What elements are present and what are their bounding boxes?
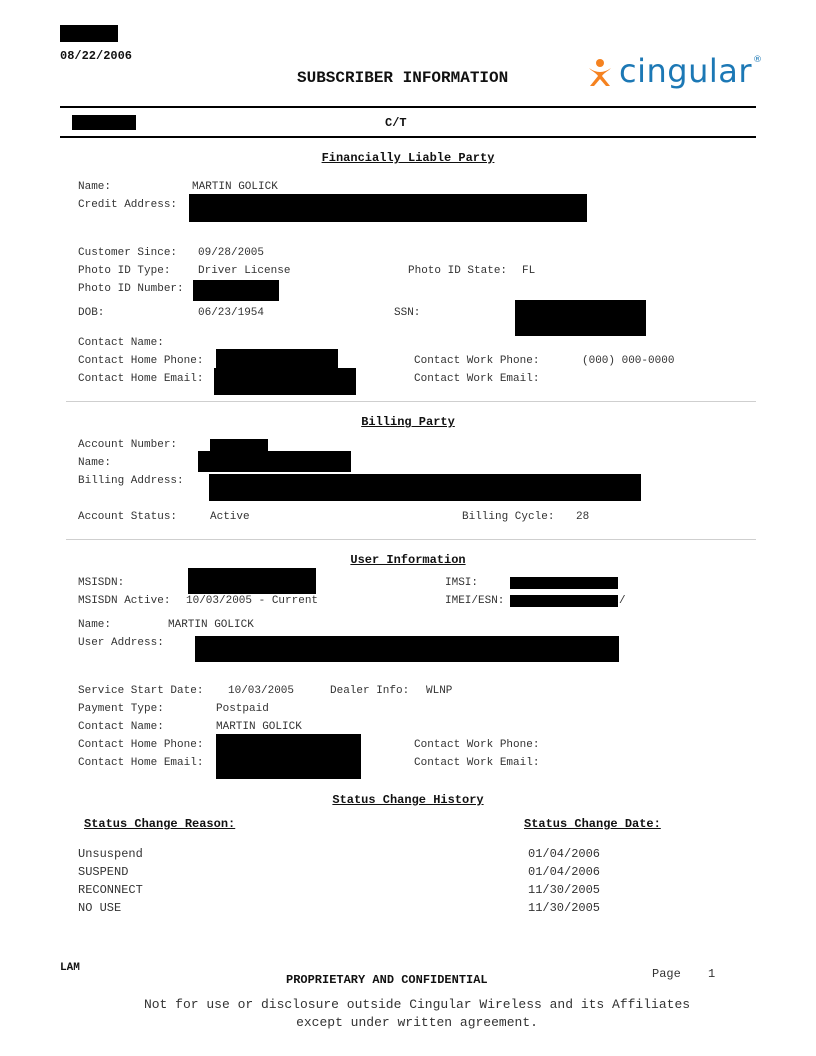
fin-name-value: MARTIN GOLICK — [192, 181, 278, 193]
status-reason: SUSPEND — [78, 865, 129, 879]
user-contact-work-email-label: Contact Work Email: — [414, 757, 540, 769]
fin-customer-since-label: Customer Since: — [78, 247, 178, 259]
redacted-billing-name — [198, 451, 351, 472]
redacted-msisdn — [188, 568, 316, 594]
redacted-user-contact — [216, 734, 361, 779]
user-name-value: MARTIN GOLICK — [168, 619, 254, 631]
redacted-user-address — [195, 636, 619, 662]
footer-disclaimer-line2: except under written agreement. — [296, 1015, 538, 1030]
header-rule-bottom — [60, 136, 756, 138]
user-msisdn-active-value: 10/03/2005 - Current — [186, 595, 319, 607]
fin-photo-id-type-value: Driver License — [198, 265, 291, 277]
footer-page-label: Page — [652, 967, 681, 981]
status-reason: RECONNECT — [78, 883, 143, 897]
fin-ssn-label: SSN: — [394, 307, 421, 319]
fin-photo-id-type-label: Photo ID Type: — [78, 265, 171, 277]
user-msisdn-label: MSISDN: — [78, 577, 125, 589]
fin-contact-work-email-label: Contact Work Email: — [414, 373, 540, 385]
status-date: 01/04/2006 — [528, 847, 601, 861]
financial-heading: Financially Liable Party — [321, 151, 495, 165]
user-address-label: User Address: — [78, 637, 164, 649]
user-dealer-info-value: WLNP — [426, 685, 453, 697]
user-dealer-info-label: Dealer Info: — [330, 685, 410, 697]
fin-photo-id-state-label: Photo ID State: — [408, 265, 508, 277]
logo-wordmark: cingular — [619, 52, 753, 90]
table-row — [0, 865, 816, 883]
user-heading: User Information — [350, 553, 466, 567]
footer-proprietary: PROPRIETARY AND CONFIDENTIAL — [286, 973, 488, 987]
bill-account-number-label: Account Number: — [78, 439, 178, 451]
status-date: 11/30/2005 — [528, 901, 601, 915]
user-imei-suffix: / — [619, 595, 626, 607]
status-reason-header: Status Change Reason: — [84, 817, 236, 831]
fin-photo-id-state-value: FL — [522, 265, 536, 277]
redacted-ssn — [515, 300, 646, 336]
logo-registered-mark: ® — [753, 55, 762, 65]
cingular-x-icon — [585, 58, 615, 88]
user-service-start-label: Service Start Date: — [78, 685, 204, 697]
footer-initials: LAM — [60, 962, 80, 974]
user-contact-home-email-label: Contact Home Email: — [78, 757, 204, 769]
user-payment-type-label: Payment Type: — [78, 703, 164, 715]
status-date-header: Status Change Date: — [524, 817, 661, 831]
fin-contact-work-phone-label: Contact Work Phone: — [414, 355, 540, 367]
fin-name-label: Name: — [78, 181, 112, 193]
user-contact-name-label: Contact Name: — [78, 721, 164, 733]
user-imei-label: IMEI/ESN: — [445, 595, 505, 607]
fin-photo-id-number-label: Photo ID Number: — [78, 283, 184, 295]
table-row — [0, 847, 816, 865]
divider-financial — [66, 401, 756, 402]
bill-cycle-value: 28 — [576, 511, 590, 523]
footer-disclaimer-line1: Not for use or disclosure outside Cingular Wireless and its Affiliates — [143, 997, 691, 1012]
user-imsi-label: IMSI: — [445, 577, 479, 589]
report-date: 08/22/2006 — [60, 49, 133, 63]
fin-contact-home-phone-label: Contact Home Phone: — [78, 355, 204, 367]
redacted-imsi — [510, 577, 618, 589]
bill-cycle-label: Billing Cycle: — [462, 511, 555, 523]
user-contact-name-value: MARTIN GOLICK — [216, 721, 302, 733]
status-rows — [0, 847, 816, 927]
cingular-logo — [585, 52, 765, 96]
bill-name-label: Name: — [78, 457, 112, 469]
status-history-heading: Status Change History — [332, 793, 484, 807]
bill-account-status-label: Account Status: — [78, 511, 178, 523]
billing-heading: Billing Party — [361, 415, 455, 429]
user-service-start-value: 10/03/2005 — [228, 685, 295, 697]
status-reason: NO USE — [78, 901, 122, 915]
ct-label: C/T — [385, 116, 407, 130]
fin-dob-value: 06/23/1954 — [198, 307, 265, 319]
user-contact-home-phone-label: Contact Home Phone: — [78, 739, 204, 751]
fin-contact-name-label: Contact Name: — [78, 337, 164, 349]
user-name-label: Name: — [78, 619, 112, 631]
user-contact-work-phone-label: Contact Work Phone: — [414, 739, 540, 751]
fin-customer-since-value: 09/28/2005 — [198, 247, 265, 259]
table-row — [0, 883, 816, 901]
redacted-header-id — [60, 25, 118, 42]
redacted-fin-home-email — [214, 368, 356, 395]
fin-contact-home-email-label: Contact Home Email: — [78, 373, 204, 385]
bill-address-label: Billing Address: — [78, 475, 184, 487]
divider-billing — [66, 539, 756, 540]
fin-credit-address-label: Credit Address: — [78, 199, 178, 211]
redacted-imei — [510, 595, 618, 607]
redacted-photo-id-number — [193, 280, 279, 301]
status-reason: Unsuspend — [78, 847, 143, 861]
status-date: 11/30/2005 — [528, 883, 601, 897]
status-date: 01/04/2006 — [528, 865, 601, 879]
fin-contact-work-phone-value: (000) 000-0000 — [582, 355, 675, 367]
user-payment-type-value: Postpaid — [216, 703, 269, 715]
redacted-credit-address — [189, 194, 587, 222]
fin-dob-label: DOB: — [78, 307, 105, 319]
redacted-billing-address — [209, 474, 641, 501]
page-title: SUBSCRIBER INFORMATION — [297, 69, 509, 87]
footer-page-number: 1 — [708, 967, 716, 981]
redacted-subscriber-id — [72, 115, 136, 130]
bill-account-status-value: Active — [210, 511, 250, 523]
user-msisdn-active-label: MSISDN Active: — [78, 595, 171, 607]
table-row — [0, 901, 816, 919]
header-rule-top — [60, 106, 756, 108]
